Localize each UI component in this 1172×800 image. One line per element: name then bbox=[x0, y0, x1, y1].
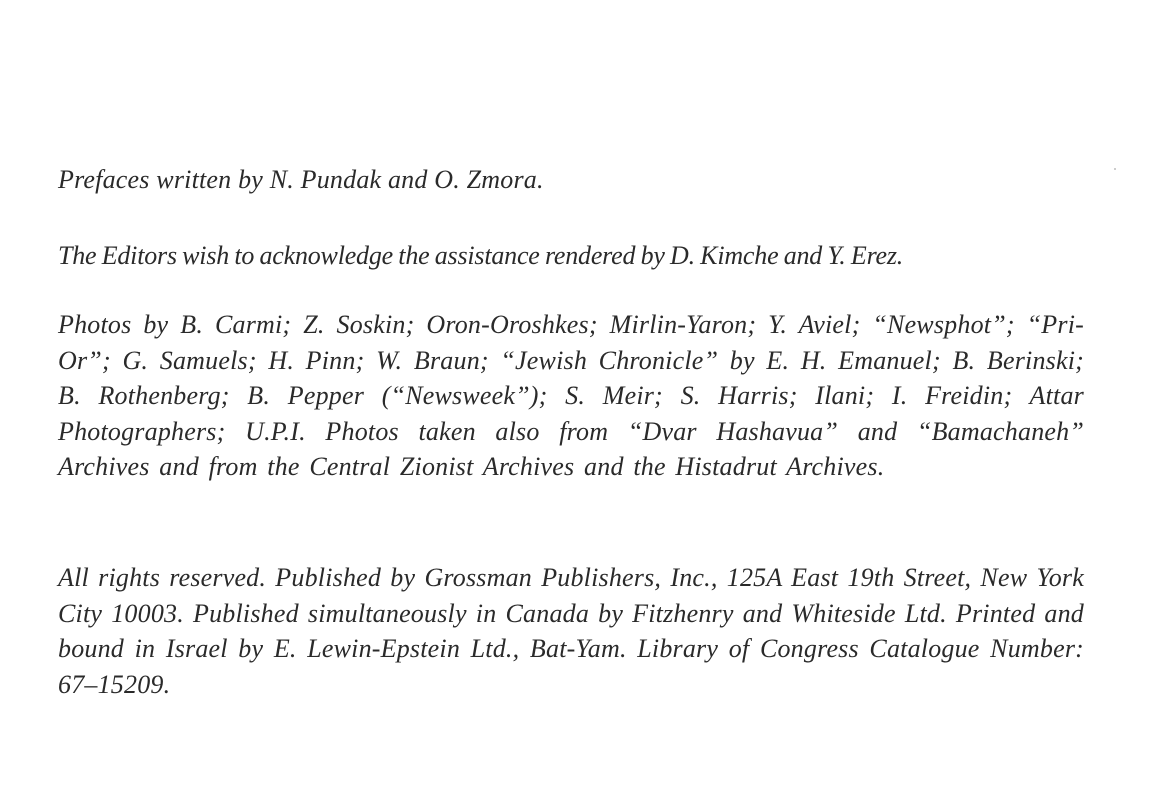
acknowledgement-paragraph: The Editors wish to acknowledge the assistance rendered by D. Kimche and Y. Erez. bbox=[58, 241, 904, 270]
prefaces-paragraph: Prefaces written by N. Pundak and O. Zmora. bbox=[58, 165, 544, 194]
photo-credits-paragraph: Photos by B. Carmi; Z. Soskin; Oron-Oroshkes; Mirlin-Yaron; Y. Aviel; “Newsphot”; “Pri-Or”; G. Samuels; H. Pinn; W. Braun; “Jewish Chronicle” by E. H. Emanuel; B. Berinski; B. Rothenberg; B. Pepper (“Newsweek”); S. Meir; S. Harris; Ilani; I. Freidin; Attar Photographers; U.P.I. Photos taken also from “Dvar Hashavua” and “Bamachaneh” Archives and from the Central Zionist Archives and the Histadrut Archives. bbox=[58, 310, 1084, 481]
scan-speck-mark bbox=[1114, 168, 1116, 170]
rights-publication-paragraph: All rights reserved. Published by Grossman Publishers, Inc., 125A East 19th Street, New York City 10003. Published simultaneously in Canada by Fitzhenry and Whiteside Ltd. Printed and bound in Israel by E. Lewin-Epstein Ltd., Bat-Yam. Library of Congress Catalogue Number: 67–15209. bbox=[58, 563, 1084, 699]
